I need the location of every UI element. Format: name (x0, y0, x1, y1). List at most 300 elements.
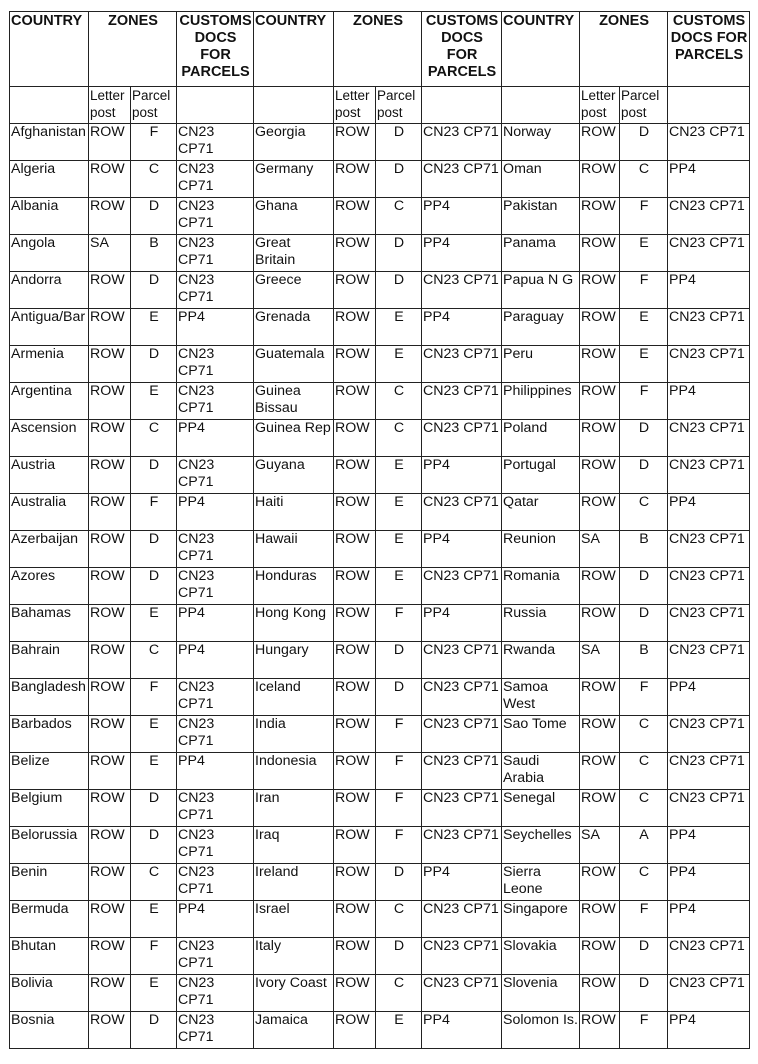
country-cell: Slovakia (502, 938, 580, 975)
letter-post-zone-cell: ROW (334, 124, 376, 161)
letter-post-zone-cell: ROW (334, 605, 376, 642)
customs-docs-cell: CN23 CP71 (422, 975, 502, 1012)
country-cell: India (254, 716, 334, 753)
letter-post-zone-cell: ROW (89, 679, 131, 716)
letter-post-zone-cell: ROW (334, 457, 376, 494)
customs-docs-cell: PP4 (668, 901, 750, 938)
customs-docs-cell: PP4 (177, 420, 254, 457)
country-cell: Bermuda (10, 901, 89, 938)
letter-post-zone-cell: ROW (580, 161, 620, 198)
letter-post-zone-cell: ROW (334, 420, 376, 457)
country-cell: Algeria (10, 161, 89, 198)
country-cell: Bahamas (10, 605, 89, 642)
parcel-post-zone-cell: F (620, 679, 668, 716)
parcel-post-zone-cell: E (376, 346, 422, 383)
parcel-post-zone-cell: C (376, 901, 422, 938)
country-cell: Ghana (254, 198, 334, 235)
table-row (10, 568, 750, 605)
parcel-post-zone-cell: E (131, 383, 177, 420)
country-cell: Belgium (10, 790, 89, 827)
customs-docs-cell: CN23 CP71 (177, 346, 254, 383)
parcel-post-zone-cell: D (131, 346, 177, 383)
parcel-post-zone-cell: F (376, 790, 422, 827)
customs-docs-cell: CN23 CP71 (668, 642, 750, 679)
parcel-post-zone-cell: E (376, 568, 422, 605)
customs-docs-cell: CN23 CP71 (668, 938, 750, 975)
parcel-post-zone-cell: D (376, 124, 422, 161)
parcel-post-zone-cell: D (376, 235, 422, 272)
table-row (10, 975, 750, 1012)
table-row (10, 901, 750, 938)
customs-docs-cell: PP4 (177, 642, 254, 679)
country-cell: Philippines (502, 383, 580, 420)
parcel-post-zone-cell: E (131, 716, 177, 753)
country-cell: Romania (502, 568, 580, 605)
parcel-post-zone-cell: C (620, 790, 668, 827)
subheader-letter-post: Letter post (580, 87, 620, 124)
country-zones-table (9, 11, 750, 1049)
customs-docs-cell: CN23 CP71 (668, 568, 750, 605)
letter-post-zone-cell: ROW (334, 494, 376, 531)
letter-post-zone-cell: ROW (580, 605, 620, 642)
country-cell: Sierra Leone (502, 864, 580, 901)
customs-docs-cell: CN23 CP71 (668, 124, 750, 161)
customs-docs-cell: PP4 (422, 457, 502, 494)
customs-docs-cell: CN23 CP71 (177, 679, 254, 716)
customs-docs-cell: PP4 (422, 605, 502, 642)
parcel-post-zone-cell: D (376, 272, 422, 309)
country-cell: Great Britain (254, 235, 334, 272)
country-cell: Guatemala (254, 346, 334, 383)
parcel-post-zone-cell: D (131, 827, 177, 864)
customs-docs-cell: CN23 CP71 (177, 198, 254, 235)
header-country: COUNTRY (10, 12, 89, 87)
parcel-post-zone-cell: C (376, 975, 422, 1012)
customs-docs-cell: CN23 CP71 (177, 864, 254, 901)
parcel-post-zone-cell: A (620, 827, 668, 864)
customs-docs-cell: PP4 (177, 753, 254, 790)
customs-docs-cell: CN23 CP71 (177, 161, 254, 198)
country-cell: Pakistan (502, 198, 580, 235)
customs-docs-cell: CN23 CP71 (668, 309, 750, 346)
subheader-row (10, 87, 750, 124)
letter-post-zone-cell: ROW (89, 346, 131, 383)
subheader-parcel-post: Parcel post (131, 87, 177, 124)
customs-docs-cell: CN23 CP71 (422, 753, 502, 790)
country-cell: Bosnia (10, 1012, 89, 1049)
parcel-post-zone-cell: D (131, 457, 177, 494)
header-row (10, 12, 750, 87)
letter-post-zone-cell: ROW (89, 605, 131, 642)
country-cell: Bolivia (10, 975, 89, 1012)
customs-docs-cell: CN23 CP71 (422, 568, 502, 605)
customs-docs-cell: PP4 (668, 383, 750, 420)
customs-docs-cell: PP4 (422, 531, 502, 568)
table-row (10, 1012, 750, 1049)
parcel-post-zone-cell: C (131, 864, 177, 901)
letter-post-zone-cell: ROW (89, 309, 131, 346)
letter-post-zone-cell: SA (89, 235, 131, 272)
table-row (10, 827, 750, 864)
table-row (10, 420, 750, 457)
parcel-post-zone-cell: F (131, 124, 177, 161)
country-cell: Azores (10, 568, 89, 605)
country-cell: Panama (502, 235, 580, 272)
parcel-post-zone-cell: C (131, 420, 177, 457)
parcel-post-zone-cell: D (131, 198, 177, 235)
letter-post-zone-cell: ROW (580, 716, 620, 753)
customs-docs-cell: CN23 CP71 (668, 790, 750, 827)
customs-docs-cell: CN23 CP71 (177, 383, 254, 420)
parcel-post-zone-cell: F (131, 679, 177, 716)
header-country: COUNTRY (254, 12, 334, 87)
customs-docs-cell: PP4 (177, 494, 254, 531)
customs-docs-cell: PP4 (668, 864, 750, 901)
header-zones: ZONES (580, 12, 668, 87)
customs-docs-cell: PP4 (177, 605, 254, 642)
subheader-parcel-post: Parcel post (620, 87, 668, 124)
letter-post-zone-cell: ROW (334, 568, 376, 605)
letter-post-zone-cell: ROW (334, 827, 376, 864)
header-customs-docs: CUSTOMS DOCS FOR PARCELS (177, 12, 254, 87)
customs-docs-cell: PP4 (668, 827, 750, 864)
header-zones: ZONES (89, 12, 177, 87)
subheader-parcel-post: Parcel post (376, 87, 422, 124)
parcel-post-zone-cell: C (131, 161, 177, 198)
parcel-post-zone-cell: E (620, 309, 668, 346)
letter-post-zone-cell: ROW (89, 272, 131, 309)
letter-post-zone-cell: ROW (580, 753, 620, 790)
parcel-post-zone-cell: F (620, 1012, 668, 1049)
country-cell: Jamaica (254, 1012, 334, 1049)
country-cell: Guinea Bissau (254, 383, 334, 420)
customs-docs-cell: CN23 CP71 (668, 420, 750, 457)
header-country: COUNTRY (502, 12, 580, 87)
customs-docs-cell: CN23 CP71 (177, 531, 254, 568)
parcel-post-zone-cell: C (620, 716, 668, 753)
country-cell: Papua N G (502, 272, 580, 309)
country-cell: Bahrain (10, 642, 89, 679)
letter-post-zone-cell: ROW (580, 1012, 620, 1049)
letter-post-zone-cell: ROW (580, 494, 620, 531)
country-cell: Antigua/Bar (10, 309, 89, 346)
customs-docs-cell: CN23 CP71 (422, 494, 502, 531)
customs-docs-cell: CN23 CP71 (668, 975, 750, 1012)
country-zones-table-wrapper (9, 11, 750, 1049)
letter-post-zone-cell: ROW (89, 198, 131, 235)
letter-post-zone-cell: ROW (334, 790, 376, 827)
letter-post-zone-cell: ROW (334, 346, 376, 383)
customs-docs-cell: CN23 CP71 (422, 272, 502, 309)
table-row (10, 790, 750, 827)
customs-docs-cell: CN23 CP71 (422, 642, 502, 679)
country-cell: Peru (502, 346, 580, 383)
letter-post-zone-cell: ROW (89, 827, 131, 864)
letter-post-zone-cell: ROW (89, 568, 131, 605)
letter-post-zone-cell: ROW (334, 383, 376, 420)
table-row (10, 457, 750, 494)
parcel-post-zone-cell: D (620, 124, 668, 161)
letter-post-zone-cell: ROW (89, 864, 131, 901)
table-row (10, 679, 750, 716)
customs-docs-cell: CN23 CP71 (668, 605, 750, 642)
country-cell: Belize (10, 753, 89, 790)
letter-post-zone-cell: ROW (89, 420, 131, 457)
parcel-post-zone-cell: E (131, 901, 177, 938)
parcel-post-zone-cell: D (620, 605, 668, 642)
letter-post-zone-cell: ROW (580, 420, 620, 457)
letter-post-zone-cell: ROW (580, 198, 620, 235)
subheader-empty (10, 87, 89, 124)
letter-post-zone-cell: ROW (334, 975, 376, 1012)
parcel-post-zone-cell: F (620, 198, 668, 235)
letter-post-zone-cell: ROW (334, 309, 376, 346)
letter-post-zone-cell: ROW (334, 753, 376, 790)
country-cell: Slovenia (502, 975, 580, 1012)
country-cell: Armenia (10, 346, 89, 383)
header-customs-docs: CUSTOMS DOCS FOR PARCELS (668, 12, 750, 87)
letter-post-zone-cell: ROW (89, 531, 131, 568)
parcel-post-zone-cell: B (620, 642, 668, 679)
table-row (10, 716, 750, 753)
parcel-post-zone-cell: E (131, 605, 177, 642)
country-cell: Russia (502, 605, 580, 642)
letter-post-zone-cell: ROW (89, 753, 131, 790)
letter-post-zone-cell: ROW (334, 864, 376, 901)
country-cell: Haiti (254, 494, 334, 531)
country-cell: Solomon Is. (502, 1012, 580, 1049)
country-cell: Ivory Coast (254, 975, 334, 1012)
customs-docs-cell: PP4 (422, 235, 502, 272)
country-cell: Bhutan (10, 938, 89, 975)
letter-post-zone-cell: ROW (580, 124, 620, 161)
country-cell: Albania (10, 198, 89, 235)
letter-post-zone-cell: ROW (580, 790, 620, 827)
table-row (10, 605, 750, 642)
customs-docs-cell: PP4 (422, 309, 502, 346)
letter-post-zone-cell: ROW (334, 642, 376, 679)
customs-docs-cell: CN23 CP71 (422, 938, 502, 975)
letter-post-zone-cell: ROW (334, 716, 376, 753)
country-cell: Seychelles (502, 827, 580, 864)
subheader-empty (502, 87, 580, 124)
letter-post-zone-cell: ROW (89, 790, 131, 827)
parcel-post-zone-cell: F (620, 272, 668, 309)
parcel-post-zone-cell: F (620, 383, 668, 420)
letter-post-zone-cell: ROW (580, 383, 620, 420)
country-cell: Paraguay (502, 309, 580, 346)
parcel-post-zone-cell: C (376, 198, 422, 235)
customs-docs-cell: CN23 CP71 (668, 346, 750, 383)
parcel-post-zone-cell: C (131, 642, 177, 679)
customs-docs-cell: PP4 (668, 272, 750, 309)
parcel-post-zone-cell: B (620, 531, 668, 568)
letter-post-zone-cell: ROW (580, 346, 620, 383)
letter-post-zone-cell: ROW (334, 161, 376, 198)
country-cell: Norway (502, 124, 580, 161)
customs-docs-cell: CN23 CP71 (177, 938, 254, 975)
parcel-post-zone-cell: E (131, 309, 177, 346)
customs-docs-cell: PP4 (422, 864, 502, 901)
country-cell: Georgia (254, 124, 334, 161)
parcel-post-zone-cell: E (376, 309, 422, 346)
country-cell: Germany (254, 161, 334, 198)
letter-post-zone-cell: ROW (334, 1012, 376, 1049)
customs-docs-cell: PP4 (668, 679, 750, 716)
customs-docs-cell: CN23 CP71 (422, 716, 502, 753)
country-cell: Argentina (10, 383, 89, 420)
letter-post-zone-cell: ROW (580, 938, 620, 975)
parcel-post-zone-cell: C (376, 383, 422, 420)
table-row (10, 494, 750, 531)
country-cell: Ascension (10, 420, 89, 457)
country-cell: Ireland (254, 864, 334, 901)
country-cell: Indonesia (254, 753, 334, 790)
customs-docs-cell: CN23 CP71 (422, 420, 502, 457)
header-zones: ZONES (334, 12, 422, 87)
letter-post-zone-cell: ROW (89, 161, 131, 198)
table-row (10, 346, 750, 383)
parcel-post-zone-cell: D (620, 975, 668, 1012)
country-cell: Azerbaijan (10, 531, 89, 568)
letter-post-zone-cell: ROW (334, 679, 376, 716)
parcel-post-zone-cell: D (376, 642, 422, 679)
letter-post-zone-cell: ROW (334, 531, 376, 568)
parcel-post-zone-cell: B (131, 235, 177, 272)
customs-docs-cell: CN23 CP71 (422, 383, 502, 420)
parcel-post-zone-cell: D (376, 938, 422, 975)
customs-docs-cell: CN23 CP71 (422, 346, 502, 383)
subheader-empty (177, 87, 254, 124)
country-cell: Sao Tome (502, 716, 580, 753)
letter-post-zone-cell: ROW (89, 494, 131, 531)
country-cell: Honduras (254, 568, 334, 605)
table-row (10, 753, 750, 790)
customs-docs-cell: PP4 (177, 901, 254, 938)
header-customs-docs: CUSTOMS DOCS FOR PARCELS (422, 12, 502, 87)
table-row (10, 642, 750, 679)
table-row (10, 161, 750, 198)
country-cell: Guinea Rep (254, 420, 334, 457)
country-cell: Israel (254, 901, 334, 938)
country-cell: Guyana (254, 457, 334, 494)
parcel-post-zone-cell: E (376, 1012, 422, 1049)
country-cell: Greece (254, 272, 334, 309)
customs-docs-cell: CN23 CP71 (177, 975, 254, 1012)
customs-docs-cell: CN23 CP71 (177, 716, 254, 753)
parcel-post-zone-cell: F (620, 901, 668, 938)
customs-docs-cell: CN23 CP71 (177, 457, 254, 494)
country-cell: Grenada (254, 309, 334, 346)
letter-post-zone-cell: ROW (89, 716, 131, 753)
letter-post-zone-cell: ROW (580, 272, 620, 309)
table-row (10, 198, 750, 235)
table-body (10, 124, 750, 1049)
customs-docs-cell: CN23 CP71 (177, 790, 254, 827)
parcel-post-zone-cell: F (376, 827, 422, 864)
letter-post-zone-cell: ROW (89, 901, 131, 938)
country-cell: Portugal (502, 457, 580, 494)
letter-post-zone-cell: ROW (334, 235, 376, 272)
parcel-post-zone-cell: C (620, 494, 668, 531)
letter-post-zone-cell: ROW (89, 642, 131, 679)
subheader-letter-post: Letter post (89, 87, 131, 124)
customs-docs-cell: CN23 CP71 (177, 827, 254, 864)
letter-post-zone-cell: ROW (89, 457, 131, 494)
customs-docs-cell: PP4 (422, 1012, 502, 1049)
customs-docs-cell: CN23 CP71 (668, 753, 750, 790)
customs-docs-cell: CN23 CP71 (177, 235, 254, 272)
country-cell: Andorra (10, 272, 89, 309)
customs-docs-cell: CN23 CP71 (422, 679, 502, 716)
country-cell: Saudi Arabia (502, 753, 580, 790)
country-cell: Afghanistan (10, 124, 89, 161)
parcel-post-zone-cell: C (620, 753, 668, 790)
customs-docs-cell: PP4 (668, 494, 750, 531)
letter-post-zone-cell: ROW (580, 309, 620, 346)
parcel-post-zone-cell: E (376, 531, 422, 568)
letter-post-zone-cell: ROW (580, 975, 620, 1012)
country-cell: Benin (10, 864, 89, 901)
country-cell: Qatar (502, 494, 580, 531)
customs-docs-cell: CN23 CP71 (422, 790, 502, 827)
parcel-post-zone-cell: C (376, 420, 422, 457)
letter-post-zone-cell: ROW (89, 1012, 131, 1049)
country-cell: Reunion (502, 531, 580, 568)
customs-docs-cell: CN23 CP71 (422, 124, 502, 161)
parcel-post-zone-cell: D (131, 790, 177, 827)
parcel-post-zone-cell: D (376, 679, 422, 716)
country-cell: Australia (10, 494, 89, 531)
subheader-empty (668, 87, 750, 124)
country-cell: Samoa West (502, 679, 580, 716)
customs-docs-cell: CN23 CP71 (422, 161, 502, 198)
parcel-post-zone-cell: D (131, 531, 177, 568)
table-row (10, 124, 750, 161)
customs-docs-cell: CN23 CP71 (668, 198, 750, 235)
parcel-post-zone-cell: E (620, 346, 668, 383)
letter-post-zone-cell: ROW (580, 568, 620, 605)
letter-post-zone-cell: ROW (334, 938, 376, 975)
customs-docs-cell: CN23 CP71 (422, 827, 502, 864)
customs-docs-cell: PP4 (177, 309, 254, 346)
customs-docs-cell: CN23 CP71 (668, 235, 750, 272)
customs-docs-cell: CN23 CP71 (177, 1012, 254, 1049)
parcel-post-zone-cell: F (376, 753, 422, 790)
letter-post-zone-cell: ROW (580, 901, 620, 938)
country-cell: Italy (254, 938, 334, 975)
country-cell: Poland (502, 420, 580, 457)
letter-post-zone-cell: ROW (89, 938, 131, 975)
table-row (10, 383, 750, 420)
country-cell: Senegal (502, 790, 580, 827)
table-row (10, 864, 750, 901)
parcel-post-zone-cell: D (131, 272, 177, 309)
parcel-post-zone-cell: D (131, 1012, 177, 1049)
parcel-post-zone-cell: E (620, 235, 668, 272)
table-row (10, 938, 750, 975)
country-cell: Hawaii (254, 531, 334, 568)
table-row (10, 309, 750, 346)
table-row (10, 531, 750, 568)
parcel-post-zone-cell: D (376, 864, 422, 901)
parcel-post-zone-cell: D (620, 457, 668, 494)
parcel-post-zone-cell: E (376, 494, 422, 531)
letter-post-zone-cell: ROW (334, 272, 376, 309)
subheader-letter-post: Letter post (334, 87, 376, 124)
country-cell: Iraq (254, 827, 334, 864)
letter-post-zone-cell: ROW (580, 679, 620, 716)
